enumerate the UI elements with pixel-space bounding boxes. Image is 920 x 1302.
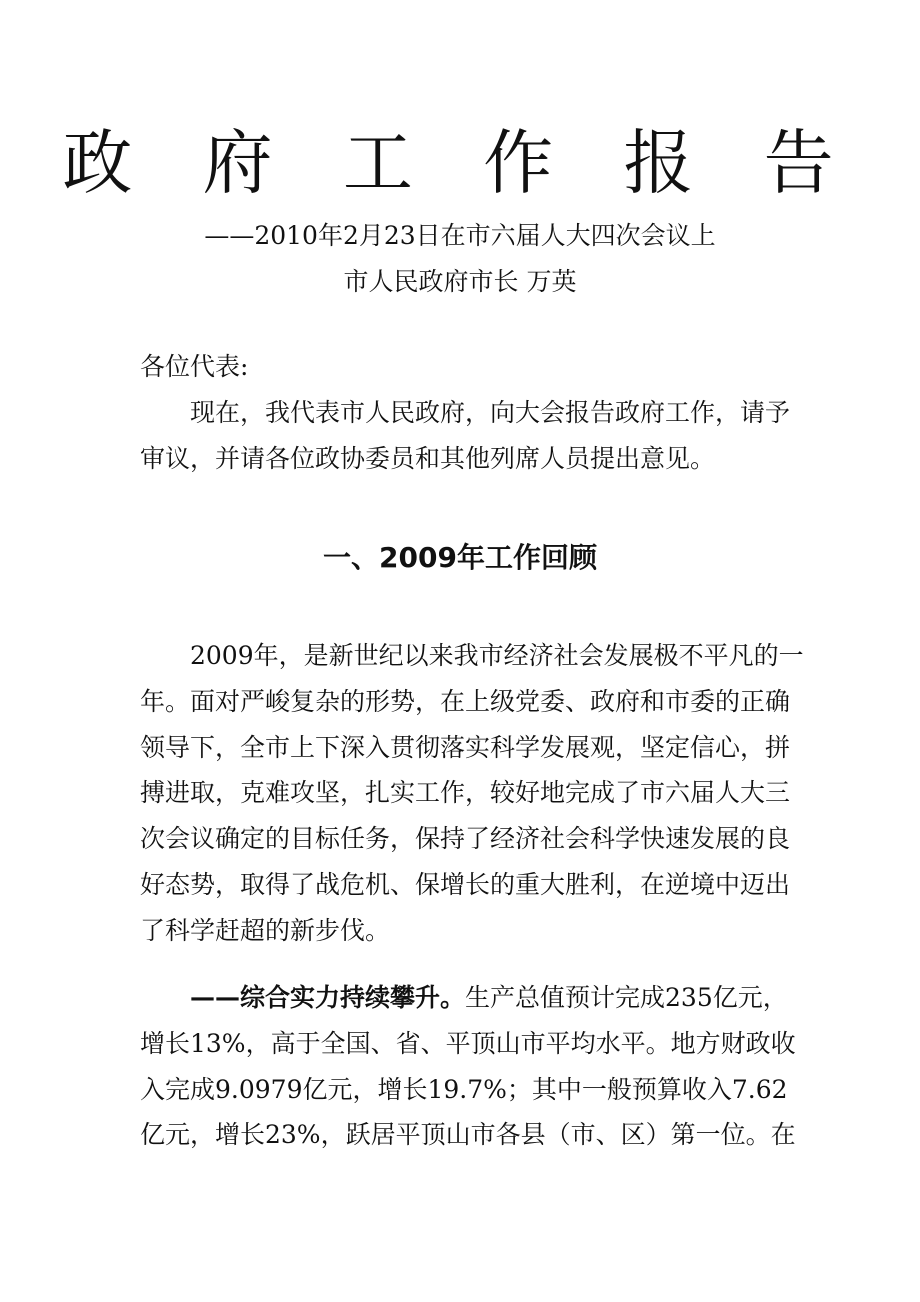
review-line: 了科学赶超的新步伐。 bbox=[140, 915, 391, 945]
review-line: 好态势，取得了战危机、保增长的重大胜利，在逆境中迈出 bbox=[140, 869, 791, 899]
intro-line: 现在，我代表市人民政府，向大会报告政府工作，请予 bbox=[190, 398, 791, 427]
intro-line: 审议，并请各位政协委员和其他列席人员提出意见。 bbox=[140, 443, 716, 473]
strength-heading: ——综合实力持续攀升。 bbox=[190, 983, 466, 1012]
review-line: 次会议确定的目标任务，保持了经济社会科学快速发展的良 bbox=[140, 824, 791, 854]
strength-line: 增长13%，高于全国、省、平顶山市平均水平。地方财政收 bbox=[140, 1028, 796, 1058]
review-line: 领导下，全市上下深入贯彻落实科学发展观，坚定信心，拼 bbox=[140, 732, 791, 762]
strength-first-line bbox=[140, 975, 788, 1021]
intro-paragraph bbox=[140, 390, 791, 482]
review-line: 搏进取，克难攻坚，扎实工作，较好地完成了市六届人大三 bbox=[140, 778, 791, 808]
report-subtitle-speaker: 市人民政府市长 万英 bbox=[343, 267, 577, 296]
strength-line: 入完成9.0979亿元，增长19.7%；其中一般预算收入7.62 bbox=[140, 1074, 788, 1104]
review-line: 年。面对严峻复杂的形势，在上级党委、政府和市委的正确 bbox=[140, 686, 791, 716]
report-subtitle-date: ——2010年2月23日在市六届人大四次会议上 bbox=[204, 221, 716, 250]
review-line: 2009年，是新世纪以来我市经济社会发展极不平凡的一 bbox=[190, 641, 804, 670]
strength-paragraph bbox=[140, 975, 796, 1158]
review-paragraph bbox=[140, 633, 804, 954]
salutation: 各位代表: bbox=[140, 352, 249, 381]
strength-first-line-text: 生产总值预计完成235亿元， bbox=[465, 983, 788, 1012]
section-heading: 一、2009年工作回顾 bbox=[323, 541, 597, 574]
strength-line: 亿元，增长23%，跃居平顶山市各县（市、区）第一位。在 bbox=[140, 1120, 796, 1150]
report-title: 政 府 工 作 报 告 bbox=[62, 122, 858, 204]
